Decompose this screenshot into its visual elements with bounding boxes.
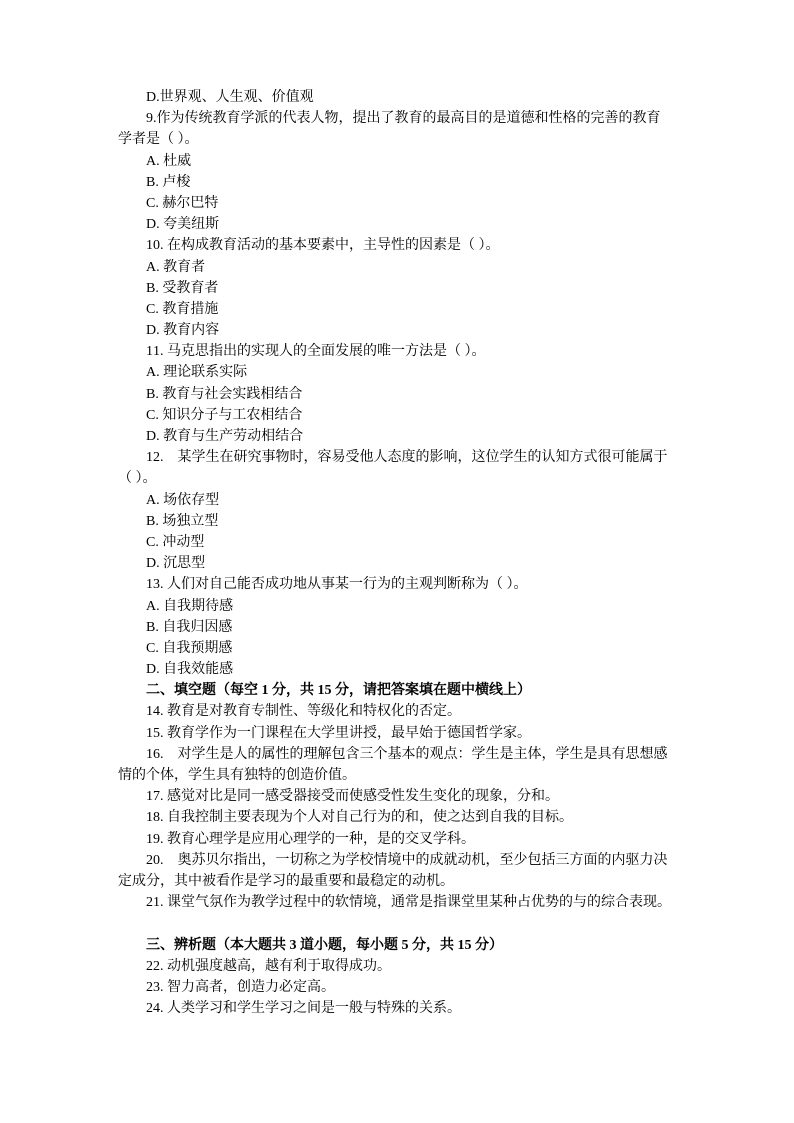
option-line: A. 杜威 (146, 153, 192, 169)
option-line: C. 赫尔巴特 (146, 195, 219, 211)
option-line: A. 理论联系实际 (146, 365, 248, 381)
continuation-line: （ ）。 (118, 471, 157, 487)
document-text-block (118, 87, 680, 1019)
option-line: D. 自我效能感 (146, 662, 234, 678)
option-line: C. 教育措施 (146, 301, 219, 317)
question-line: 15. 教育学作为一门课程在大学里讲授，最早始于德国哲学家。 (146, 725, 531, 741)
continuation-line: 学者是（ ）。 (118, 132, 199, 148)
option-line: B. 受教育者 (146, 280, 219, 296)
section-heading-line: 二、填空题（每空 1 分，共 15 分，请把答案填在题中横线上） (146, 683, 531, 699)
question-line: 21. 课堂气氛作为教学过程中的软情境，通常是指课堂里某种占优势的与的综合表现。 (146, 895, 671, 911)
question-line: 11. 马克思指出的实现人的全面发展的唯一方法是（ ）。 (146, 344, 486, 360)
question-line: 14. 教育是对教育专制性、等级化和特权化的否定。 (146, 704, 461, 720)
section-heading-line: 三、辨析题（本大题共 3 道小题，每小题 5 分，共 15 分） (146, 937, 503, 953)
option-line: A. 教育者 (146, 259, 206, 275)
continuation-line: 定成分，其中被看作是学习的最重要和最稳定的动机。 (118, 873, 454, 889)
option-line: D. 沉思型 (146, 556, 206, 572)
option-line: D. 夸美纽斯 (146, 217, 220, 233)
question-line: 22. 动机强度越高，越有利于取得成功。 (146, 958, 391, 974)
question-line: 18. 自我控制主要表现为个人对自己行为的和，使之达到自我的目标。 (146, 810, 573, 826)
option-line: B. 教育与社会实践相结合 (146, 386, 303, 402)
option-line: C. 知识分子与工农相结合 (146, 407, 303, 423)
continuation-line: 情的个体，学生具有独特的创造价值。 (118, 768, 356, 783)
question-line: 24. 人类学习和学生学习之间是一般与特殊的关系。 (146, 1001, 461, 1017)
question-line: 19. 教育心理学是应用心理学的一种，是的交叉学科。 (146, 831, 475, 847)
question-line: 16. 对学生是人的属性的理解包含三个基本的观点：学生是主体，学生是具有思想感 (146, 746, 668, 762)
question-line: 13. 人们对自己能否成功地从事某一行为的主观判断称为（ ）。 (146, 577, 528, 593)
question-line: 12. 某学生在研究事物时，容易受他人态度的影响，这位学生的认知方式很可能属于 (146, 450, 668, 466)
option-line: C. 自我预期感 (146, 640, 233, 656)
option-line: B. 场独立型 (146, 513, 219, 529)
option-line: C. 冲动型 (146, 534, 205, 550)
question-line: 20. 奥苏贝尔指出，一切称之为学校情境中的成就动机，至少包括三方面的内驱力决 (146, 852, 668, 868)
blank-line (118, 913, 680, 934)
option-line: D. 教育与生产劳动相结合 (146, 429, 304, 444)
question-line: 10. 在构成教育活动的基本要素中，主导性的因素是（ ）。 (146, 238, 500, 254)
option-line: D. 教育内容 (146, 323, 220, 339)
question-line: 9.作为传统教育学派的代表人物，提出了教育的最高目的是道德和性格的完善的教育 (146, 111, 661, 127)
option-line: B. 卢梭 (146, 174, 191, 190)
option-line: D.世界观、人生观、价值观 (146, 90, 314, 105)
question-line: 17. 感觉对比是同一感受器接受而使感受性发生变化的现象，分和。 (146, 789, 559, 805)
option-line: B. 自我归因感 (146, 619, 233, 635)
question-line: 23. 智力高者，创造力必定高。 (146, 979, 335, 995)
option-line: A. 场依存型 (146, 492, 220, 508)
option-line: A. 自我期待感 (146, 598, 234, 614)
